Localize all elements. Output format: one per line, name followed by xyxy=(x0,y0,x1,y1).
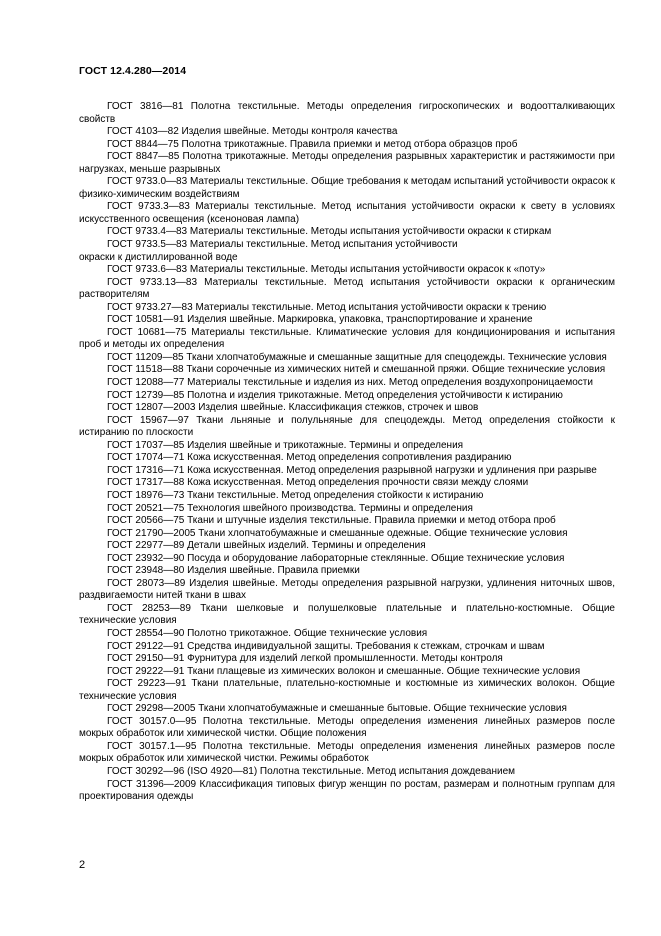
reference-entry: ГОСТ 10681—75 Материалы текстильные. Климатические условия для кондиционирования и испытания проб и методы их определения xyxy=(79,326,615,351)
reference-entry: ГОСТ 30157.1—95 Полотна текстильные. Методы определения изменения линейных размеров после мокрых обработок или химической чистки. Режимы обработок xyxy=(79,740,615,765)
reference-entry: ГОСТ 29223—91 Ткани плательные, плательно-костюмные и костюмные из химических волокон. Общие технические условия xyxy=(79,678,615,702)
reference-entry: ГОСТ 11209—85 Ткани хлопчатобумажные и смешанные защитные для спецодежды. Технические условия xyxy=(107,351,607,363)
reference-entry: ГОСТ 30292—96 (ISO 4920—81) Полотна текстильные. Метод испытания дождеванием xyxy=(107,765,516,777)
reference-entry: ГОСТ 31396—2009 Классификация типовых фигур женщин по ростам, размерам и полнотным группам для проектирования одежды xyxy=(79,778,615,803)
reference-entry: ГОСТ 28073—89 Изделия швейные. Методы определения разрывной нагрузки, удлинения ниточных швов, раздвигаемости нитей ткани в швах xyxy=(79,577,615,602)
reference-entry: ГОСТ 8844—75 Полотна трикотажные. Правила приемки и метод отбора образцов проб xyxy=(107,138,518,150)
reference-entry: ГОСТ 9733.27—83 Материалы текстильные. Метод испытания устойчивости окраски к трению xyxy=(107,301,547,313)
reference-entry: ГОСТ 9733.4—83 Материалы текстильные. Методы испытания устойчивости окраски к стиркам xyxy=(107,226,552,238)
reference-entry: окраски к дистиллированной воде xyxy=(79,251,238,263)
reference-entry: ГОСТ 29150—91 Фурнитура для изделий легкой промышленности. Методы контроля xyxy=(107,653,503,665)
reference-entry: ГОСТ 9733.6—83 Материалы текстильные. Методы испытания устойчивости окрасок к «поту» xyxy=(107,264,546,276)
reference-entry: ГОСТ 4103—82 Изделия швейные. Методы контроля качества xyxy=(107,126,398,138)
reference-entry: ГОСТ 9733.13—83 Материалы текстильные. Метод испытания устойчивости окраски к органическим растворителям xyxy=(79,276,615,301)
reference-entry: ГОСТ 28253—89 Ткани шелковые и полушелковые плательные и плательно-костюмные. Общие технические условия xyxy=(79,602,615,627)
reference-entry: ГОСТ 17074—71 Кожа искусственная. Метод определения сопротивления раздиранию xyxy=(107,452,512,464)
page-number: 2 xyxy=(79,859,86,871)
reference-entry: ГОСТ 18976—73 Ткани текстильные. Метод определения стойкости к истиранию xyxy=(107,489,484,501)
reference-entry: ГОСТ 21790—2005 Ткани хлопчатобумажные и смешанные одежные. Общие технические условия xyxy=(107,527,568,539)
reference-entry: ГОСТ 30157.0—95 Полотна текстильные. Методы определения изменения линейных размеров после мокрых обработок или химической чистки. Общие положения xyxy=(79,715,615,740)
normative-references-list xyxy=(79,101,615,804)
reference-entry: ГОСТ 8847—85 Полотна трикотажные. Методы определения разрывных характеристик и растяжимости при нагрузках, меньше разрывных xyxy=(79,151,615,175)
reference-entry: ГОСТ 12807—2003 Изделия швейные. Классификация стежков, строчек и швов xyxy=(107,402,479,414)
reference-entry: ГОСТ 9733.3—83 Материалы текстильные. Метод испытания устойчивости окраски к свету в условиях искусственного освещения (ксеноновая лампа) xyxy=(79,201,615,225)
reference-entry: ГОСТ 9733.0—83 Материалы текстильные. Общие требования к методам испытаний устойчивости окрасок к физико-химическим воздействиям xyxy=(79,176,615,200)
reference-entry: ГОСТ 11518—88 Ткани сорочечные из химических нитей и смешанной пряжи. Общие технические условия xyxy=(107,364,606,376)
reference-entry: ГОСТ 12739—85 Полотна и изделия трикотажные. Метод определения устойчивости к истиранию xyxy=(107,389,563,401)
reference-entry: ГОСТ 22977—89 Детали швейных изделий. Термины и определения xyxy=(107,540,426,552)
reference-entry: ГОСТ 10581—91 Изделия швейные. Маркировка, упаковка, транспортирование и хранение xyxy=(107,314,533,326)
reference-entry: ГОСТ 29298—2005 Ткани хлопчатобумажные и смешанные бытовые. Общие технические условия xyxy=(107,703,567,715)
reference-entry: ГОСТ 29222—91 Ткани плащевые из химических волокон и смешанные. Общие технические условия xyxy=(107,665,581,677)
reference-entry: ГОСТ 17316—71 Кожа искусственная. Метод определения разрывной нагрузки и удлинения при разрыве xyxy=(107,464,597,476)
reference-entry: ГОСТ 28554—90 Полотно трикотажное. Общие технические условия xyxy=(107,627,428,639)
reference-entry: ГОСТ 20521—75 Технология швейного производства. Термины и определения xyxy=(107,502,473,514)
document-header: ГОСТ 12.4.280—2014 xyxy=(79,65,187,77)
reference-entry: ГОСТ 29122—91 Средства индивидуальной защиты. Требования к стежкам, строчкам и швам xyxy=(107,640,545,652)
reference-entry: ГОСТ 9733.5—83 Материалы текстильные. Метод испытания устойчивости xyxy=(107,239,458,251)
reference-entry: ГОСТ 17317—88 Кожа искусственная. Метод определения прочности связи между слоями xyxy=(107,477,529,489)
reference-entry: ГОСТ 23932—90 Посуда и оборудование лабораторные стеклянные. Общие технические условия xyxy=(107,552,565,564)
reference-entry: ГОСТ 20566—75 Ткани и штучные изделия текстильные. Правила приемки и метод отбора проб xyxy=(107,515,556,527)
reference-entry: ГОСТ 12088—77 Материалы текстильные и изделия из них. Метод определения воздухопроницаемости xyxy=(107,377,593,389)
reference-entry: ГОСТ 3816—81 Полотна текстильные. Методы определения гигроскопических и водоотталкивающих свойств xyxy=(79,101,615,125)
reference-entry: ГОСТ 17037—85 Изделия швейные и трикотажные. Термины и определения xyxy=(107,439,464,451)
reference-entry: ГОСТ 15967—97 Ткани льняные и полульняные для спецодежды. Метод определения стойкости к истиранию по плоскости xyxy=(79,414,615,439)
reference-entry: ГОСТ 23948—80 Изделия швейные. Правила приемки xyxy=(107,565,360,577)
